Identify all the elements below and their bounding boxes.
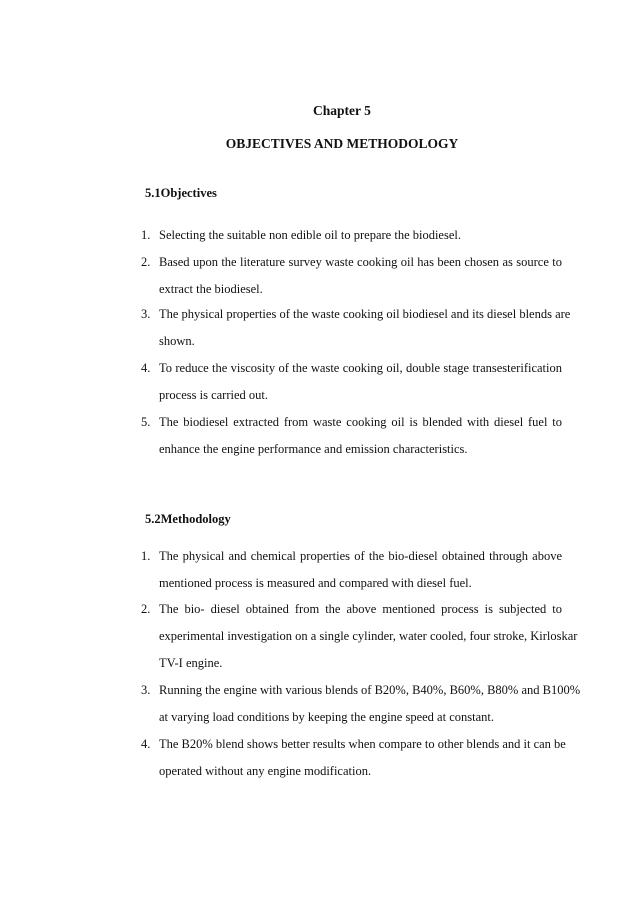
section-heading-methodology: 5.2Methodology	[145, 512, 231, 526]
text-line: shown.	[159, 334, 195, 348]
chapter-label: Chapter 5	[313, 103, 371, 118]
objective-item-2	[141, 249, 562, 303]
list-text	[159, 596, 578, 677]
text-line: experimental investigation on a single cylinder, water cooled, four stroke, Kirloskar	[159, 629, 578, 643]
methodology-item-1	[141, 543, 562, 597]
objective-item-1	[141, 222, 562, 249]
text-line: To reduce the viscosity of the waste cooking oil, double stage transesterification	[159, 361, 562, 375]
text-line: process is carried out.	[159, 388, 268, 402]
text-line: The physical properties of the waste cooking oil biodiesel and its diesel blends are	[159, 307, 571, 321]
list-text	[159, 677, 581, 731]
text-line: enhance the engine performance and emission characteristics.	[159, 442, 468, 456]
objective-item-3	[141, 301, 571, 355]
list-text	[159, 301, 571, 355]
text-line: The biodiesel extracted from waste cooking oil is blended with diesel fuel to	[159, 415, 562, 429]
text-line: The B20% blend shows better results when compare to other blends and it can be	[159, 737, 566, 751]
objective-item-4	[141, 355, 562, 409]
text-line: The physical and chemical properties of the bio-diesel obtained through above	[159, 549, 562, 563]
methodology-item-2	[141, 596, 578, 677]
section-heading-objectives: 5.1Objectives	[145, 186, 217, 200]
text-line: Selecting the suitable non edible oil to prepare the biodiesel.	[159, 228, 461, 242]
chapter-title: OBJECTIVES AND METHODOLOGY	[225, 136, 459, 151]
methodology-item-3	[141, 677, 581, 731]
text-line: TV-I engine.	[159, 656, 223, 670]
list-text	[159, 409, 562, 463]
list-number: 5.	[141, 415, 151, 429]
list-number: 3.	[141, 683, 151, 697]
list-number: 3.	[141, 307, 151, 321]
list-text	[159, 222, 562, 249]
text-line: operated without any engine modification.	[159, 764, 372, 778]
text-line: Based upon the literature survey waste cooking oil has been chosen as source to	[159, 255, 562, 269]
text-line: The bio- diesel obtained from the above mentioned process is subjected to	[159, 602, 562, 616]
list-number: 2.	[141, 602, 151, 616]
objective-item-5	[141, 409, 562, 463]
list-text	[159, 249, 562, 303]
text-line: Running the engine with various blends of B20%, B40%, B60%, B80% and B100%	[159, 683, 581, 697]
text-line: at varying load conditions by keeping the engine speed at constant.	[159, 710, 494, 724]
list-text	[159, 543, 562, 597]
methodology-item-4	[141, 731, 566, 785]
list-text	[159, 731, 566, 785]
text-line: mentioned process is measured and compared with diesel fuel.	[159, 576, 472, 590]
list-number: 4.	[141, 737, 151, 751]
list-number: 1.	[141, 228, 151, 242]
text-line: extract the biodiesel.	[159, 282, 263, 296]
list-number: 4.	[141, 361, 151, 375]
list-number: 1.	[141, 549, 151, 563]
list-text	[159, 355, 562, 409]
list-number: 2.	[141, 255, 151, 269]
